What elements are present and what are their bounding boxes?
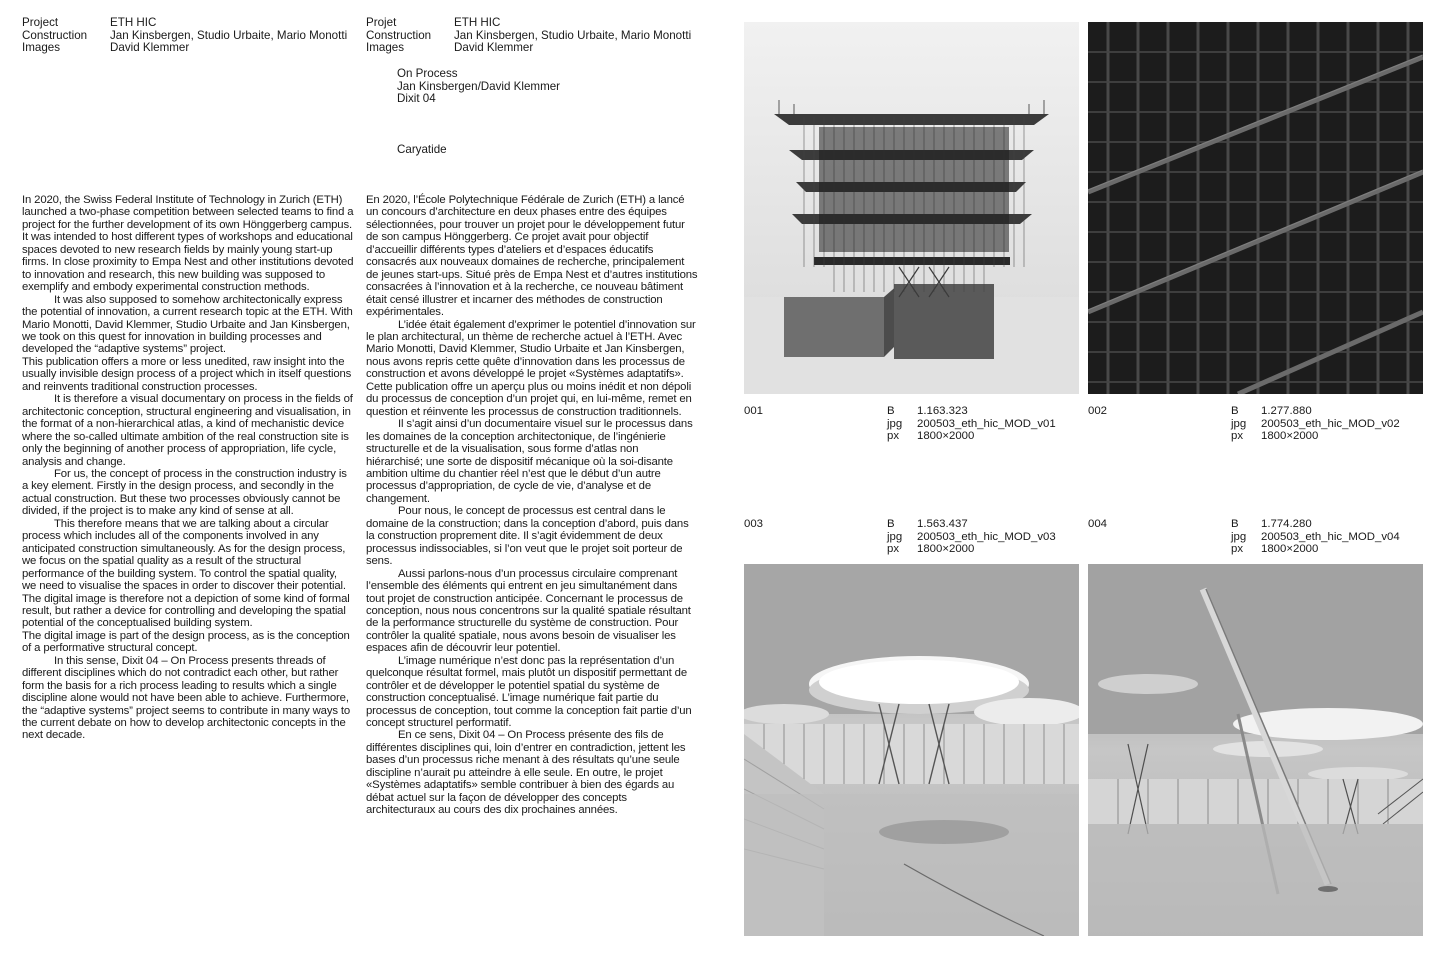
file-name: 200503_eth_hic_MOD_v02	[1261, 417, 1400, 430]
bytes-label: B	[1231, 405, 1239, 417]
file-info	[1231, 518, 1400, 556]
caption-003	[744, 518, 1079, 558]
paragraph: It is therefore a visual documentary on process in the fields of architectonic conception, structural engineering and visualisation, in the format of a non-hierarchical atlas, a kind of mechanistic device where the so-called ultimate ambition of the real construction site is only the beginning of another process of appropriation, life cycle, analysis and change.	[22, 393, 353, 468]
meta-value: David Klemmer	[454, 41, 534, 55]
meta-value: Jan Kinsbergen, Studio Urbaite, Mario Monotti	[454, 28, 692, 42]
pixel-size: 1800×2000	[1261, 543, 1319, 555]
series-authors: Jan Kinsbergen/David Klemmer	[397, 79, 561, 93]
series-issue: Dixit 04	[397, 92, 436, 106]
file-info	[887, 518, 1056, 556]
pixel-label: px	[1231, 430, 1244, 442]
caption-001	[744, 405, 1079, 445]
image-number: 003	[744, 518, 764, 530]
paragraph: For us, the concept of process in the construction industry is a key element. Firstly in the design process, and secondly in the actual construction. But these two processes obviously cannot be divided, if the project is to make any kind of sense at all.	[22, 467, 347, 518]
format-label: jpg	[1231, 417, 1247, 430]
meta-value: ETH HIC	[110, 16, 157, 29]
pixel-size: 1800×2000	[917, 430, 975, 442]
meta-key: Images	[22, 41, 61, 55]
meta-key: Projet	[366, 16, 397, 29]
paragraph: The digital image is part of the design process, as is the conception of a performative structural concept.	[22, 629, 350, 655]
pixel-size: 1800×2000	[917, 543, 975, 555]
file-name: 200503_eth_hic_MOD_v01	[917, 417, 1056, 430]
meta-value: David Klemmer	[110, 41, 190, 55]
format-label: jpg	[1231, 530, 1247, 543]
render-image-003	[744, 564, 1079, 936]
image-number: 002	[1088, 405, 1108, 417]
pixel-label: px	[887, 543, 900, 555]
bytes-label: B	[887, 405, 895, 417]
format-label: jpg	[887, 417, 903, 430]
file-info	[1231, 405, 1400, 443]
paragraph: This therefore means that we are talking about a circular process which includes all of the components involved in any anticipated construction simultaneously. As for the design process, we focus on the spatial quality as a result of the structural performance of the building system. To control the spatial quality, we need to visualise the spaces in order to discover their potential.	[22, 517, 346, 593]
meta-row-images	[22, 42, 347, 55]
project-meta-fr	[366, 17, 691, 55]
meta-value: ETH HIC	[454, 16, 501, 29]
paragraph: L’idée était également d’exprimer le potentiel d’innovation sur le plan architectural, un thème de recherche actuel à l’ETH. Avec Mario Monotti, David Klemmer, Studio Urbaite et Jan Kinsbergen, nous avons repris cette quête d’innovation dans les processus de construction et avons développé le projet «Systèmes adaptatifs». Cette publication offre un aperçu plus ou moins inédit et non dépoli du processus de conception d’un projet qui, en lui-même, remet en question et réinvente les processus de construction traditionnels.	[366, 318, 696, 418]
bytes-value: 1.163.323	[917, 405, 968, 417]
paragraph: Pour nous, le concept de processus est central dans le domaine de la construction; dans la conception d’abord, puis dans la construction proprement dite. Il s’agit évidemment de deux processus indissociables, si l’on veut que le projet soit porteur de sens.	[366, 505, 689, 568]
meta-row-images	[366, 42, 691, 55]
meta-value: Jan Kinsbergen, Studio Urbaite, Mario Monotti	[110, 28, 348, 42]
pixel-label: px	[887, 430, 900, 442]
bytes-value: 1.563.437	[917, 518, 968, 530]
meta-row-project	[22, 17, 347, 30]
meta-row-projet	[366, 17, 691, 30]
meta-key: Construction	[22, 28, 88, 42]
file-info	[887, 405, 1056, 443]
series-subtitle: Caryatide	[397, 143, 447, 156]
body-text-fr	[366, 194, 698, 817]
paragraph: This publication offers a more or less unedited, raw insight into the usually invisible design process of a project which in itself questions and reinvents traditional construction processes.	[22, 355, 352, 393]
paragraph: In 2020, the Swiss Federal Institute of Technology in Zurich (ETH) launched a two-phase competition between selected teams to find a project for the further development of its own Hönggerberg campus. It was intended to host different types of workshops and educational spaces devoted to new research fields by mainly young start-up firms. In close proximity to Empa Nest and other institutions devoted to innovation and research, this new building was supposed to exemplify and embody experimental construction methods.	[22, 194, 354, 294]
paragraph: En ce sens, Dixit 04 – On Process présente des fils de différentes disciplines qui, loin d’entrer en contradiction, jettent les bases d’un processus riche menant à des résultats qu’une seule discipline n’aurait pu atteindre à elle seule. En outre, le projet «Systèmes adaptatifs» semble contribuer à bien des égards au débat actuel sur la façon de développer des concepts architecturaux au cours des dix prochaines années.	[366, 729, 686, 817]
bytes-value: 1.277.880	[1261, 405, 1312, 417]
meta-key: Project	[22, 16, 59, 29]
image-number: 004	[1088, 518, 1108, 530]
format-label: jpg	[887, 530, 903, 543]
file-name: 200503_eth_hic_MOD_v03	[917, 530, 1056, 543]
render-image-004	[1088, 564, 1423, 936]
paragraph: In this sense, Dixit 04 – On Process presents threads of different disciplines which do not contradict each other, but rather form the basis for a rich process leading to results which a single discipline alone would not have been able to achieve. Furthermore, the “adaptive systems” project seems to contribute in many ways to the current debate on how to develop architectonic concepts in the next decade.	[22, 654, 351, 742]
image-number: 001	[744, 405, 764, 417]
paragraph: En 2020, l’École Polytechnique Fédérale de Zurich (ETH) a lancé un concours d’architecture en deux phases entre des équipes sélectionnées, pour trouver un projet pour le développement futur de son campus Hönggerberg. Ce projet avait pour objectif d’accueillir différents types d’ateliers et d’espaces éducatifs consacrés aux nouveaux domaines de recherche, principalement de jeunes start-ups. Situé près de Empa Nest et d’autres institutions consacrées à l’innovation et à la recherche, ce nouveau bâtiment était censé illustrer et incarner des méthodes de construction expérimentales.	[366, 194, 698, 319]
render-image-002	[1088, 22, 1423, 394]
render-image-001	[744, 22, 1079, 394]
bytes-label: B	[1231, 518, 1239, 530]
series-line: On Process	[397, 67, 458, 80]
paragraph: It was also supposed to somehow architectonically express the potential of innovation, a current research topic at the ETH. With Mario Monotti, David Klemmer, Studio Urbaite and Jan Kinsbergen, we took on this quest for innovation in building processes and developed the “adaptive systems” project.	[22, 293, 353, 356]
meta-key: Images	[366, 41, 405, 55]
bytes-label: B	[887, 518, 895, 530]
meta-key: Construction	[366, 28, 432, 42]
paragraph: The digital image is therefore not a depiction of some kind of formal result, but rather a device for controlling and developing the spatial potential of the conceptualised building system.	[22, 592, 350, 630]
caption-004	[1088, 518, 1423, 558]
pixel-size: 1800×2000	[1261, 430, 1319, 442]
bytes-value: 1.774.280	[1261, 518, 1312, 530]
paragraph: Aussi parlons-nous d’un processus circulaire comprenant l’ensemble des éléments qui entrent en jeu simultanément dans tout projet de construction anticipée. Concernant le processus de conception, nous nous concentrons sur la qualité spatiale résultant de la performance structurelle du système de construction. Pour contrôler la qualité spatiale, nous avons besoin de visualiser les espaces afin de découvrir leur potentiel.	[366, 567, 691, 655]
paragraph: Il s’agit ainsi d’un documentaire visuel sur le processus dans les domaines de la conception architectonique, de l’ingénierie structurelle et de la visualisation, sous forme d’atlas non hiérarchisé; une sorte de dispositif mécanique où la soi-disante ambition ultime du chantier réel n’est que le début d’un autre processus d’appropriation, de cycle de vie, d’analyse et de changement.	[366, 418, 693, 505]
caption-002	[1088, 405, 1423, 445]
body-text-en	[22, 194, 354, 742]
pixel-label: px	[1231, 543, 1244, 555]
file-name: 200503_eth_hic_MOD_v04	[1261, 530, 1400, 543]
paragraph: L’image numérique n’est donc pas la représentation d’un quelconque résultat formel, mais plutôt un dispositif permettant de contrôler et de développer le potentiel spatial du système de construction conceptualisé. L’image numérique fait partie du processus de conception, tout comme la conception fait partie d’un concept structurel performatif.	[366, 654, 692, 730]
project-meta-en	[22, 17, 347, 55]
series-title	[397, 68, 560, 106]
